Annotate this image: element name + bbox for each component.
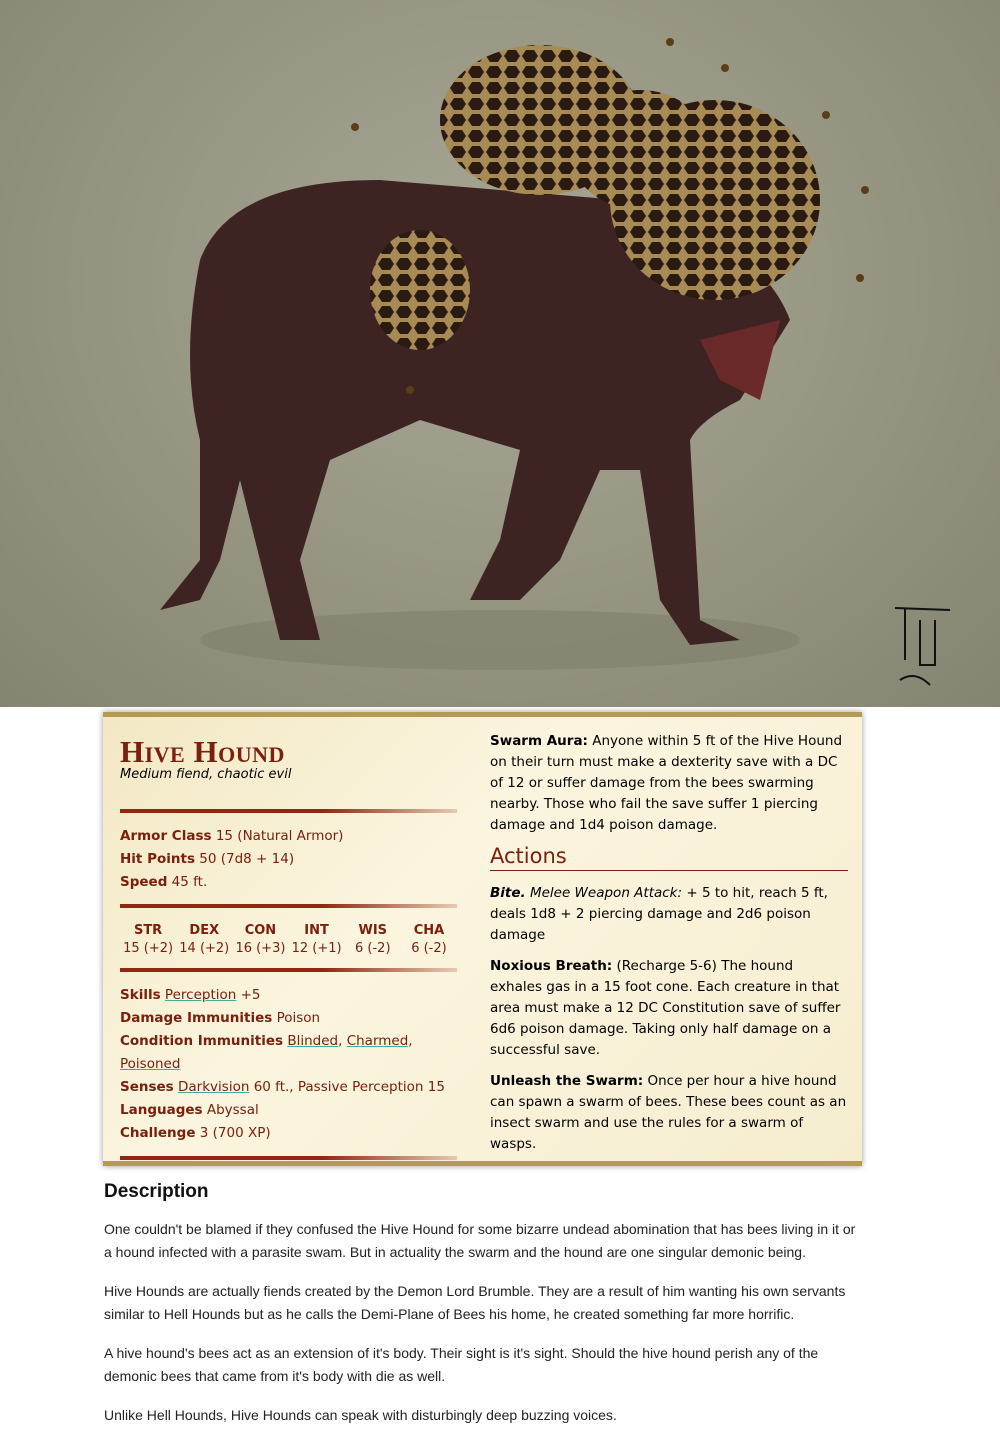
description-paragraph: Hive Hounds are actually fiends created by the Demon Lord Brumble. They are a result of him wanting his own servants similar to Hell Hounds but as he calls the Demi-Plane of Bees his home, he created something far more horrific. [104,1282,846,1322]
trait-text: Anyone within 5 ft of the Hive Hound on their turn must make a dexterity save with a DC of 12 or suffer damage from the bees swarming nearby. Those who fail the save suffer 1 piercing damage and 1d4 poison damage. [490,733,843,833]
label: Armor Class [120,828,212,844]
stat-block [103,712,862,1166]
value: +5 [240,987,261,1003]
ability-scores [120,908,457,968]
artist-signature [895,608,950,685]
description-section [104,1180,864,1442]
ability-score: 6 (-2) [411,941,447,956]
label: Speed [120,874,168,890]
speed [120,871,457,894]
skills [120,984,457,1007]
value: Abyssal [206,1102,259,1118]
action-name: Unleash the Swarm: [490,1073,644,1089]
action-name: Bite. [490,885,526,901]
value: 50 (7d8 + 14) [199,851,295,867]
ability-name: STR [133,923,163,938]
stat-block-left-column [120,717,457,1160]
action-text: (Recharge 5-6) The hound exhales gas in a 15 foot cone. Each creature in that area must make a 12 DC Constitution save of suffer 6d6 poison damage. Taking only half damage on a successful save. [490,958,841,1058]
ability-name: INT [304,923,329,938]
trait-name: Swarm Aura: [490,733,588,749]
action-bite [490,883,848,946]
ability-name: WIS [358,923,388,938]
trait-swarm-aura [490,731,848,836]
ability-name: CON [244,923,277,938]
ability-score: 12 (+1) [291,941,342,956]
label: Skills [120,987,161,1003]
action-name: Noxious Breath: [490,958,613,974]
ability-wis [345,921,401,956]
value: 3 (700 XP) [199,1125,271,1141]
ability-name: CHA [413,923,445,938]
ability-int [289,921,345,956]
label: Challenge [120,1125,196,1141]
action-text: + 5 to hit, reach 5 ft, deals 1d8 + 2 piercing damage and 2d6 poison damage [490,885,828,943]
value: Poison [276,1010,321,1026]
poisoned-link[interactable]: Poisoned [120,1056,181,1072]
ability-con [232,921,288,956]
label: Damage Immunities [120,1010,273,1026]
stat-block-right-column [490,717,848,1165]
ability-score: 15 (+2) [123,941,174,956]
divider [490,870,848,871]
divider [120,1156,457,1160]
ability-score: 16 (+3) [235,941,286,956]
label: Hit Points [120,851,195,867]
charmed-link[interactable]: Charmed [346,1033,409,1049]
ability-cha [401,921,457,956]
hit-points [120,848,457,871]
description-paragraph: Unlike Hell Hounds, Hive Hounds can speak with disturbingly deep buzzing voices. [104,1406,617,1423]
ability-score: 14 (+2) [179,941,230,956]
value: 60 ft., Passive Perception 15 [253,1079,445,1095]
attack-type: Melee Weapon Attack: [529,885,683,901]
creature-artwork [0,0,1000,707]
senses [120,1076,457,1099]
armor-class [120,825,457,848]
creature-name: Hive Hound [120,734,285,769]
creature-type: Medium fiend, chaotic evil [120,767,292,782]
hive-hound-illustration [0,0,1000,707]
label: Senses [120,1079,174,1095]
value: 15 (Natural Armor) [215,828,344,844]
value: 45 ft. [171,874,208,890]
darkvision-link[interactable]: Darkvision [178,1079,250,1095]
label: Condition Immunities [120,1033,284,1049]
challenge [120,1122,457,1145]
ability-name: DEX [189,923,220,938]
description-paragraph: One couldn't be blamed if they confused the Hive Hound for some bizarre undead abomination that has bees living in it or a hound infected with a parasite swam. But in actuality the swarm and the hound are one singular demonic being. [104,1220,856,1260]
blinded-link[interactable]: Blinded [287,1033,339,1049]
languages [120,1099,457,1122]
ability-score: 6 (-2) [355,941,391,956]
condition-immunities: Condition Immunities Blinded, Charmed, Poisoned [120,1033,413,1072]
action-noxious-breath [490,956,848,1061]
ability-dex [176,921,232,956]
label: Languages [120,1102,203,1118]
ability-str [120,921,176,956]
action-text: Once per hour a hive hound can spawn a swarm of bees. These bees count as an insect swarm and use the rules for a swarm of wasps. [490,1073,847,1152]
actions-heading: Actions [490,844,567,868]
description-paragraph: A hive hound's bees act as an extension of it's body. Their sight is it's sight. Should the hive hound perish any of the demonic bees that came from it's body with die as well. [104,1344,819,1384]
description-heading: Description [104,1181,209,1202]
damage-immunities [120,1007,457,1030]
action-unleash-swarm [490,1071,848,1155]
perception-link[interactable]: Perception [164,987,237,1003]
